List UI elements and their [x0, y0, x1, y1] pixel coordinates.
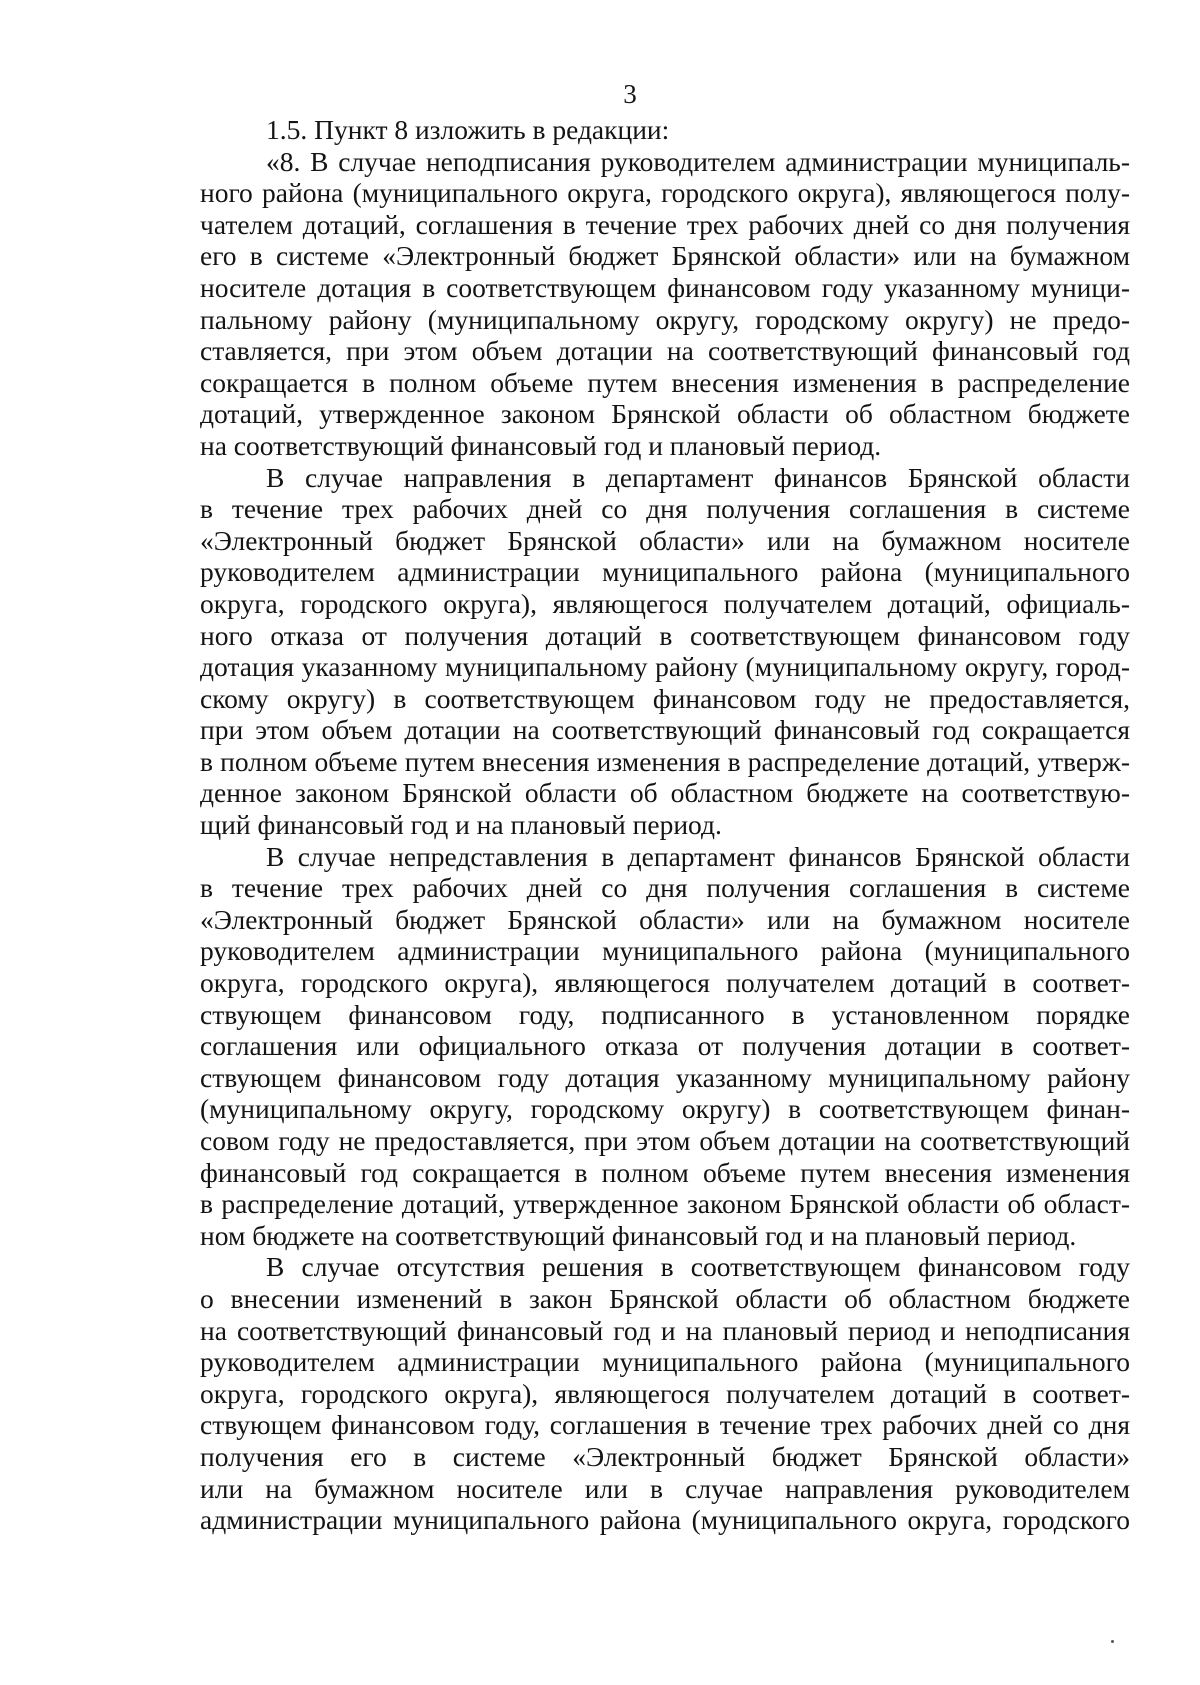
- text-line: носителе дотация в соответствующем финансовом году указанному муници-: [200, 271, 1130, 303]
- text-line: в течение трех рабочих дней со дня получения соглашения в системе: [200, 872, 1130, 904]
- text-line: округа, городского округа), являющегося получателем дотаций, официаль-: [200, 587, 1130, 619]
- text-line: или на бумажном носителе или в случае направления руководителем: [200, 1472, 1130, 1504]
- text-line: денное законом Брянской области об областном бюджете на соответствую-: [200, 777, 1130, 809]
- text-line: В случае отсутствия решения в соответствующем финансовом году: [266, 1251, 1130, 1283]
- text-line: ставляется, при этом объем дотации на соответствующий финансовый год: [200, 335, 1130, 367]
- text-line: руководителем администрации муниципального района (муниципального: [200, 1346, 1130, 1378]
- text-line: В случае направления в департамент финансов Брянской области: [266, 461, 1130, 493]
- text-line: его в системе «Электронный бюджет Брянской области» или на бумажном: [200, 240, 1130, 272]
- text-line: при этом объем дотации на соответствующий финансовый год сокращается: [200, 714, 1130, 746]
- text-line: ствующем финансовом году, подписанного в установленном порядке: [200, 998, 1130, 1030]
- text-line: финансовый год сокращается в полном объеме путем внесения изменения: [200, 1156, 1130, 1188]
- text-line: чателем дотаций, соглашения в течение трех рабочих дней со дня получения: [200, 208, 1130, 240]
- text-line: ствующем финансовом году, соглашения в течение трех рабочих дней со дня: [200, 1409, 1130, 1441]
- text-line: ного района (муниципального округа, городского округа), являющегося полу-: [200, 177, 1130, 209]
- text-line: дотация указанному муниципальному району (муниципальному округу, город-: [200, 651, 1130, 683]
- text-line: в полном объеме путем внесения изменения в распределение дотаций, утверж-: [200, 745, 1130, 777]
- text-line: получения его в системе «Электронный бюджет Брянской области»: [200, 1440, 1130, 1472]
- text-line: щий финансовый год и на плановый период.: [200, 809, 722, 841]
- text-line: «8. В случае неподписания руководителем администрации муниципаль-: [266, 145, 1130, 177]
- text-line: ствующем финансовом году дотация указанному муниципальному району: [200, 1061, 1130, 1093]
- text-line: на соответствующий финансовый год и на плановый период и неподписания: [200, 1314, 1130, 1346]
- text-line: о внесении изменений в закон Брянской области об областном бюджете: [200, 1282, 1130, 1314]
- text-line: администрации муниципального района (муниципального округа, городского: [200, 1504, 1130, 1536]
- text-line: сокращается в полном объеме путем внесения изменения в распределение: [200, 366, 1130, 398]
- text-line: дотаций, утвержденное законом Брянской области об областном бюджете: [200, 398, 1130, 430]
- text-line: В случае непредставления в департамент финансов Брянской области: [266, 840, 1130, 872]
- text-line: округа, городского округа), являющегося получателем дотаций в соответ-: [200, 1377, 1130, 1409]
- document-body: [200, 114, 1130, 1536]
- text-line: «Электронный бюджет Брянской области» или на бумажном носителе: [200, 524, 1130, 556]
- text-line: «Электронный бюджет Брянской области» или на бумажном носителе: [200, 903, 1130, 935]
- text-line: пальному району (муниципальному округу, городскому округу) не предо-: [200, 303, 1130, 335]
- text-line: округа, городского округа), являющегося получателем дотаций в соответ-: [200, 967, 1130, 999]
- text-line: скому округу) в соответствующем финансовом году не предоставляется,: [200, 682, 1130, 714]
- text-line: в течение трех рабочих дней со дня получения соглашения в системе: [200, 493, 1130, 525]
- page-number: 3: [623, 79, 637, 109]
- text-line: соглашения или официального отказа от получения дотации в соответ-: [200, 1030, 1130, 1062]
- text-line: ного отказа от получения дотаций в соответствующем финансовом году: [200, 619, 1130, 651]
- text-line: руководителем администрации муниципального района (муниципального: [200, 556, 1130, 588]
- text-line: ном бюджете на соответствующий финансовый год и на плановый период.: [200, 1219, 1077, 1251]
- text-line: на соответствующий финансовый год и плановый период.: [200, 429, 882, 461]
- text-line: 1.5. Пункт 8 изложить в редакции:: [266, 114, 670, 145]
- text-line: в распределение дотаций, утвержденное законом Брянской области об област-: [200, 1188, 1130, 1220]
- scan-speck: [1111, 1640, 1114, 1643]
- text-line: руководителем администрации муниципального района (муниципального: [200, 935, 1130, 967]
- text-line: совом году не предоставляется, при этом объем дотации на соответствующий: [200, 1125, 1130, 1156]
- text-line: (муниципальному округу, городскому округу) в соответствующем финан-: [200, 1093, 1130, 1125]
